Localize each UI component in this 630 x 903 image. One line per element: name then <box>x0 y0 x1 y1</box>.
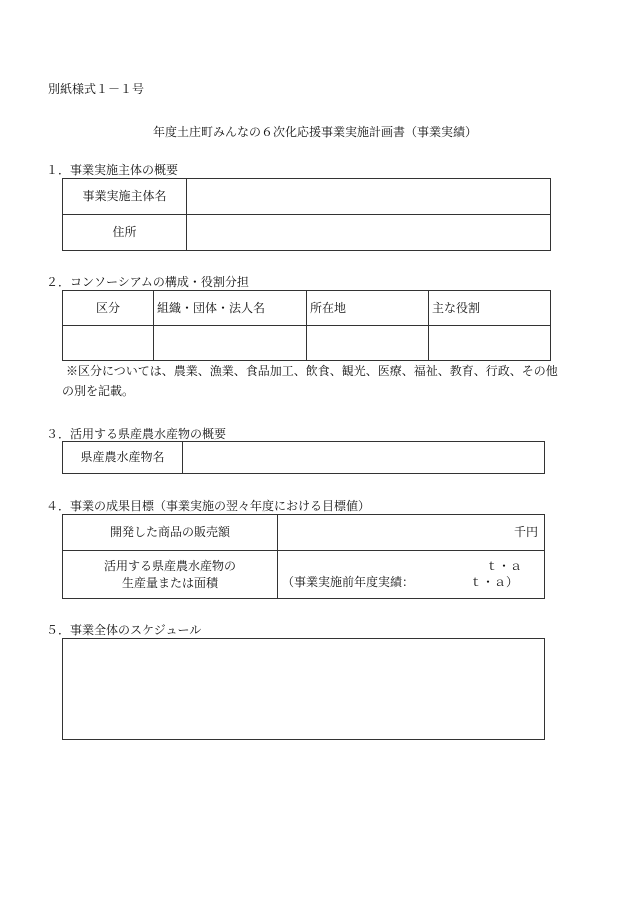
cell-category[interactable] <box>63 326 154 361</box>
address-value[interactable] <box>187 215 551 251</box>
header-category: 区分 <box>63 291 154 326</box>
form-number: 別紙様式１－１号 <box>48 82 145 96</box>
section1-table <box>62 178 551 251</box>
consortium-table <box>62 290 551 361</box>
section2-note-line2: の別を記載。 <box>62 384 135 398</box>
previous-year-unit: ｔ・ａ） <box>469 575 518 590</box>
address-label: 住所 <box>63 215 187 251</box>
previous-year-results <box>282 574 540 591</box>
entity-name-value[interactable] <box>187 179 551 215</box>
header-location: 所在地 <box>307 291 429 326</box>
header-organization-name: 組織・団体・法人名 <box>154 291 307 326</box>
production-label <box>63 551 278 599</box>
section5-heading: ５．事業全体のスケジュール <box>46 623 202 637</box>
production-unit: ｔ・ａ <box>485 558 522 573</box>
sales-label: 開発した商品の販売額 <box>63 515 278 551</box>
section4-table <box>62 514 545 599</box>
section3-table <box>62 441 545 474</box>
section4-heading: ４．事業の成果目標（事業実施の翌々年度における目標値） <box>46 499 371 513</box>
schedule-box[interactable] <box>62 638 545 740</box>
prefectural-produce-value[interactable] <box>183 442 545 474</box>
production-label-line2: 生産量または面積 <box>121 575 218 590</box>
sales-unit: 千円 <box>513 525 538 540</box>
cell-location[interactable] <box>307 326 429 361</box>
section2-heading: ２．コンソーシアムの構成・役割分担 <box>46 275 249 289</box>
production-value[interactable] <box>278 551 545 599</box>
header-main-role: 主な役割 <box>429 291 551 326</box>
cell-organization-name[interactable] <box>154 326 307 361</box>
section1-heading: １．事業実施主体の概要 <box>46 163 179 177</box>
prefectural-produce-label: 県産農水産物名 <box>63 442 183 474</box>
sales-value[interactable] <box>278 515 545 551</box>
section3-heading: ３．活用する県産農水産物の概要 <box>46 427 227 441</box>
document-title: 年度土庄町みんなの６次化応援事業実施計画書（事業実績） <box>152 125 477 139</box>
entity-name-label: 事業実施主体名 <box>63 179 187 215</box>
production-label-line1: 活用する県産農水産物の <box>103 559 236 574</box>
section2-note-line1: ※区分については、農業、漁業、食品加工、飲食、観光、医療、福祉、教育、行政、その他 <box>66 364 558 378</box>
previous-year-label: （事業実施前年度実績： <box>282 575 415 590</box>
cell-main-role[interactable] <box>429 326 551 361</box>
